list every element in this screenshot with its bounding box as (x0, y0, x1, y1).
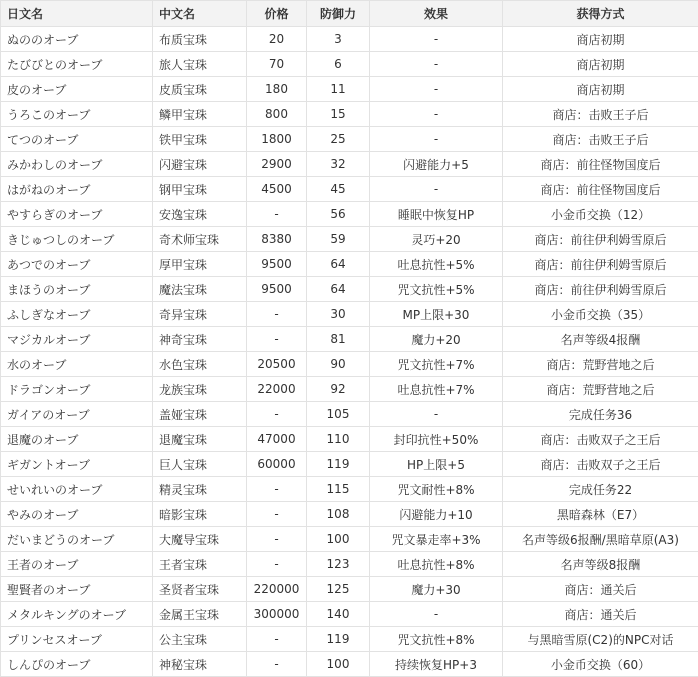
japanese-name-cell: ギガントオーブ (1, 452, 153, 477)
defense-cell: 15 (307, 102, 370, 127)
japanese-name-cell: マジカルオーブ (1, 327, 153, 352)
effect-cell: 闪避能力+5 (370, 152, 503, 177)
defense-cell: 45 (307, 177, 370, 202)
price-cell: 47000 (247, 427, 307, 452)
chinese-name-cell: 金属王宝珠 (153, 602, 247, 627)
price-cell: 22000 (247, 377, 307, 402)
defense-cell: 105 (307, 402, 370, 427)
japanese-name-cell: たびびとのオーブ (1, 52, 153, 77)
price-cell: - (247, 527, 307, 552)
acquisition-cell: 商店：击败王子后 (503, 127, 698, 152)
effect-cell: - (370, 102, 503, 127)
defense-cell: 56 (307, 202, 370, 227)
defense-cell: 100 (307, 527, 370, 552)
effect-cell: - (370, 127, 503, 152)
price-cell: 220000 (247, 577, 307, 602)
defense-cell: 92 (307, 377, 370, 402)
acquisition-cell: 商店初期 (503, 52, 698, 77)
table-row (1, 227, 698, 252)
price-cell: - (247, 502, 307, 527)
japanese-name-cell: プリンセスオーブ (1, 627, 153, 652)
japanese-name-cell: 聖賢者のオーブ (1, 577, 153, 602)
price-cell: 1800 (247, 127, 307, 152)
table-row (1, 127, 698, 152)
defense-cell: 81 (307, 327, 370, 352)
defense-cell: 6 (307, 52, 370, 77)
chinese-name-cell: 圣贤者宝珠 (153, 577, 247, 602)
defense-cell: 30 (307, 302, 370, 327)
acquisition-cell: 名声等级6报酬/黑暗草原(A3) (503, 527, 698, 552)
table-row (1, 302, 698, 327)
price-cell: - (247, 652, 307, 677)
defense-cell: 25 (307, 127, 370, 152)
acquisition-cell: 商店：前往伊利姆雪原后 (503, 277, 698, 302)
chinese-name-cell: 铁甲宝珠 (153, 127, 247, 152)
acquisition-cell: 与黑暗雪原(C2)的NPC对话 (503, 627, 698, 652)
acquisition-cell: 商店：前往伊利姆雪原后 (503, 227, 698, 252)
table-row (1, 402, 698, 427)
effect-cell: - (370, 177, 503, 202)
table-row (1, 52, 698, 77)
price-cell: 180 (247, 77, 307, 102)
acquisition-cell: 小金币交换（12） (503, 202, 698, 227)
col-header-japanese-name: 日文名 (1, 1, 153, 27)
acquisition-cell: 名声等级4报酬 (503, 327, 698, 352)
defense-cell: 119 (307, 452, 370, 477)
header-row (1, 1, 698, 27)
chinese-name-cell: 安逸宝珠 (153, 202, 247, 227)
price-cell: 20 (247, 27, 307, 52)
japanese-name-cell: うろこのオーブ (1, 102, 153, 127)
japanese-name-cell: みかわしのオーブ (1, 152, 153, 177)
effect-cell: 吐息抗性+7% (370, 377, 503, 402)
japanese-name-cell: ガイアのオーブ (1, 402, 153, 427)
effect-cell: 咒文抗性+8% (370, 627, 503, 652)
japanese-name-cell: ドラゴンオーブ (1, 377, 153, 402)
table-row (1, 327, 698, 352)
price-cell: - (247, 552, 307, 577)
table-row (1, 527, 698, 552)
price-cell: - (247, 302, 307, 327)
chinese-name-cell: 厚甲宝珠 (153, 252, 247, 277)
effect-cell: 持续恢复HP+3 (370, 652, 503, 677)
acquisition-cell: 商店初期 (503, 77, 698, 102)
chinese-name-cell: 王者宝珠 (153, 552, 247, 577)
effect-cell: - (370, 77, 503, 102)
japanese-name-cell: 皮のオーブ (1, 77, 153, 102)
japanese-name-cell: あつでのオーブ (1, 252, 153, 277)
japanese-name-cell: やすらぎのオーブ (1, 202, 153, 227)
price-cell: 300000 (247, 602, 307, 627)
defense-cell: 64 (307, 252, 370, 277)
chinese-name-cell: 皮质宝珠 (153, 77, 247, 102)
table-row (1, 502, 698, 527)
acquisition-cell: 商店：前往怪物国度后 (503, 152, 698, 177)
acquisition-cell: 完成任务36 (503, 402, 698, 427)
table-row (1, 177, 698, 202)
effect-cell: - (370, 52, 503, 77)
table-row (1, 277, 698, 302)
table-row (1, 27, 698, 52)
table-row (1, 577, 698, 602)
chinese-name-cell: 大魔导宝珠 (153, 527, 247, 552)
defense-cell: 123 (307, 552, 370, 577)
effect-cell: 封印抗性+50% (370, 427, 503, 452)
table-row (1, 77, 698, 102)
col-header-acquisition: 获得方式 (503, 1, 698, 27)
japanese-name-cell: きじゅつしのオーブ (1, 227, 153, 252)
chinese-name-cell: 鳞甲宝珠 (153, 102, 247, 127)
effect-cell: 灵巧+20 (370, 227, 503, 252)
chinese-name-cell: 神奇宝珠 (153, 327, 247, 352)
acquisition-cell: 商店：前往怪物国度后 (503, 177, 698, 202)
defense-cell: 11 (307, 77, 370, 102)
japanese-name-cell: せいれいのオーブ (1, 477, 153, 502)
price-cell: - (247, 477, 307, 502)
acquisition-cell: 商店：击败王子后 (503, 102, 698, 127)
chinese-name-cell: 奇异宝珠 (153, 302, 247, 327)
chinese-name-cell: 盖娅宝珠 (153, 402, 247, 427)
defense-cell: 100 (307, 652, 370, 677)
col-header-effect: 效果 (370, 1, 503, 27)
defense-cell: 119 (307, 627, 370, 652)
japanese-name-cell: だいまどうのオーブ (1, 527, 153, 552)
acquisition-cell: 商店：荒野营地之后 (503, 352, 698, 377)
table-row (1, 252, 698, 277)
defense-cell: 125 (307, 577, 370, 602)
acquisition-cell: 商店初期 (503, 27, 698, 52)
defense-cell: 90 (307, 352, 370, 377)
acquisition-cell: 完成任务22 (503, 477, 698, 502)
table-row (1, 152, 698, 177)
defense-cell: 115 (307, 477, 370, 502)
defense-cell: 3 (307, 27, 370, 52)
effect-cell: 咒文耐性+8% (370, 477, 503, 502)
price-cell: 9500 (247, 277, 307, 302)
col-header-chinese-name: 中文名 (153, 1, 247, 27)
chinese-name-cell: 水色宝珠 (153, 352, 247, 377)
acquisition-cell: 商店：击败双子之王后 (503, 452, 698, 477)
japanese-name-cell: ぬののオーブ (1, 27, 153, 52)
col-header-defense: 防御力 (307, 1, 370, 27)
effect-cell: 睡眠中恢复HP (370, 202, 503, 227)
effect-cell: 闪避能力+10 (370, 502, 503, 527)
chinese-name-cell: 奇术师宝珠 (153, 227, 247, 252)
chinese-name-cell: 公主宝珠 (153, 627, 247, 652)
japanese-name-cell: 王者のオーブ (1, 552, 153, 577)
acquisition-cell: 商店：通关后 (503, 602, 698, 627)
table-row (1, 202, 698, 227)
table-body (1, 27, 698, 677)
acquisition-cell: 商店：前往伊利姆雪原后 (503, 252, 698, 277)
effect-cell: - (370, 27, 503, 52)
chinese-name-cell: 巨人宝珠 (153, 452, 247, 477)
effect-cell: 咒文抗性+5% (370, 277, 503, 302)
price-cell: - (247, 202, 307, 227)
defense-cell: 110 (307, 427, 370, 452)
price-cell: 60000 (247, 452, 307, 477)
japanese-name-cell: てつのオーブ (1, 127, 153, 152)
effect-cell: 魔力+30 (370, 577, 503, 602)
price-cell: 9500 (247, 252, 307, 277)
price-cell: 4500 (247, 177, 307, 202)
effect-cell: 咒文暴走率+3% (370, 527, 503, 552)
table-row (1, 427, 698, 452)
chinese-name-cell: 旅人宝珠 (153, 52, 247, 77)
japanese-name-cell: やみのオーブ (1, 502, 153, 527)
effect-cell: - (370, 402, 503, 427)
acquisition-cell: 商店：荒野营地之后 (503, 377, 698, 402)
price-cell: 8380 (247, 227, 307, 252)
price-cell: 20500 (247, 352, 307, 377)
chinese-name-cell: 魔法宝珠 (153, 277, 247, 302)
table-row (1, 627, 698, 652)
defense-cell: 32 (307, 152, 370, 177)
defense-cell: 64 (307, 277, 370, 302)
defense-cell: 59 (307, 227, 370, 252)
acquisition-cell: 小金币交换（35） (503, 302, 698, 327)
chinese-name-cell: 龙族宝珠 (153, 377, 247, 402)
table-row (1, 552, 698, 577)
effect-cell: MP上限+30 (370, 302, 503, 327)
table-row (1, 352, 698, 377)
price-cell: - (247, 327, 307, 352)
chinese-name-cell: 钢甲宝珠 (153, 177, 247, 202)
effect-cell: 魔力+20 (370, 327, 503, 352)
effect-cell: 咒文抗性+7% (370, 352, 503, 377)
japanese-name-cell: まほうのオーブ (1, 277, 153, 302)
chinese-name-cell: 退魔宝珠 (153, 427, 247, 452)
price-cell: - (247, 402, 307, 427)
acquisition-cell: 黑暗森林（E7） (503, 502, 698, 527)
price-cell: 800 (247, 102, 307, 127)
effect-cell: 吐息抗性+5% (370, 252, 503, 277)
table-row (1, 477, 698, 502)
acquisition-cell: 名声等级8报酬 (503, 552, 698, 577)
price-cell: 70 (247, 52, 307, 77)
price-cell: - (247, 627, 307, 652)
japanese-name-cell: メタルキングのオーブ (1, 602, 153, 627)
defense-cell: 108 (307, 502, 370, 527)
table-row (1, 602, 698, 627)
japanese-name-cell: はがねのオーブ (1, 177, 153, 202)
chinese-name-cell: 神秘宝珠 (153, 652, 247, 677)
defense-cell: 140 (307, 602, 370, 627)
effect-cell: 吐息抗性+8% (370, 552, 503, 577)
chinese-name-cell: 闪避宝珠 (153, 152, 247, 177)
acquisition-cell: 商店：通关后 (503, 577, 698, 602)
table-row (1, 452, 698, 477)
japanese-name-cell: しんぴのオーブ (1, 652, 153, 677)
chinese-name-cell: 布质宝珠 (153, 27, 247, 52)
chinese-name-cell: 暗影宝珠 (153, 502, 247, 527)
chinese-name-cell: 精灵宝珠 (153, 477, 247, 502)
acquisition-cell: 小金币交换（60） (503, 652, 698, 677)
table-row (1, 652, 698, 677)
table-row (1, 102, 698, 127)
col-header-price: 价格 (247, 1, 307, 27)
acquisition-cell: 商店：击败双子之王后 (503, 427, 698, 452)
effect-cell: HP上限+5 (370, 452, 503, 477)
japanese-name-cell: ふしぎなオーブ (1, 302, 153, 327)
effect-cell: - (370, 602, 503, 627)
japanese-name-cell: 退魔のオーブ (1, 427, 153, 452)
table-row (1, 377, 698, 402)
japanese-name-cell: 水のオーブ (1, 352, 153, 377)
price-cell: 2900 (247, 152, 307, 177)
